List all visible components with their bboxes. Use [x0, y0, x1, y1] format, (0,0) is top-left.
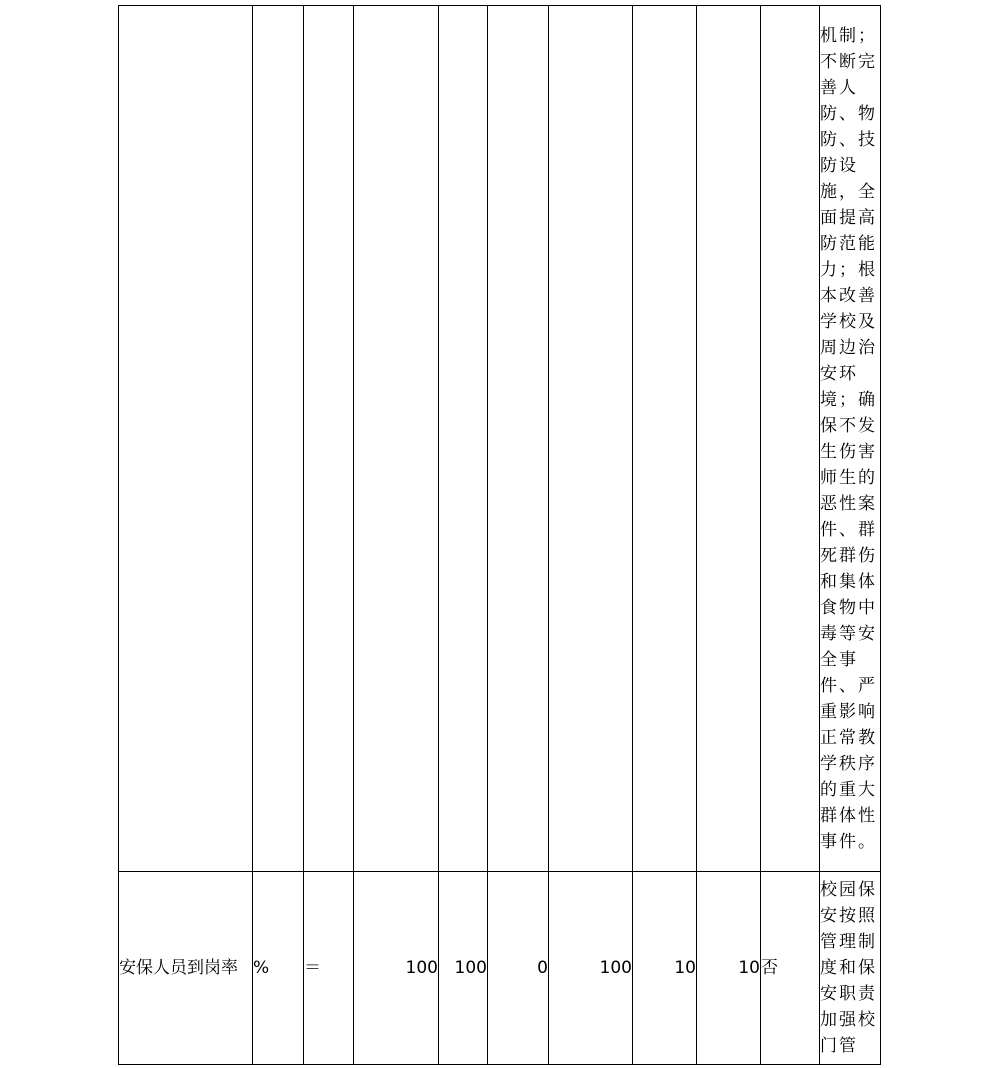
description-cell: 校园保 安按照 管理制 度和保 安职责 加强校 门管 [820, 872, 881, 1065]
value-cell-1 [354, 6, 439, 872]
table-row-continued [119, 6, 881, 872]
flag-cell: 否 [761, 872, 820, 1065]
value-cell-6 [697, 6, 761, 872]
value-cell-3: 0 [488, 872, 549, 1065]
value-cell-5: 10 [633, 872, 697, 1065]
flag-cell [761, 6, 820, 872]
unit-cell [253, 6, 304, 872]
unit-cell: % [253, 872, 304, 1065]
indicator-table [118, 5, 881, 1065]
value-cell-2: 100 [439, 872, 488, 1065]
value-cell-1: 100 [354, 872, 439, 1065]
value-cell-4: 100 [549, 872, 633, 1065]
value-cell-3 [488, 6, 549, 872]
value-cell-4 [549, 6, 633, 872]
description-cell: 机制； 不断完 善人 防、物 防、技 防设 施，全 面提高 防范能 力；根 本改善 学校及 周边治 安环 境；确 保不发 生伤害 师生的 恶性案 件、群 死群伤 和集体 食物中 毒等安 全事 件、严 重影响 正常教 学秩序 的重大 群体性 事件。 [820, 6, 881, 872]
value-cell-5 [633, 6, 697, 872]
table-row-security-rate [119, 872, 881, 1065]
indicator-name-cell: 安保人员到岗率 [119, 872, 253, 1065]
value-cell-6: 10 [697, 872, 761, 1065]
indicator-name-cell [119, 6, 253, 872]
operator-cell [304, 6, 354, 872]
value-cell-2 [439, 6, 488, 872]
operator-cell: ＝ [304, 872, 354, 1065]
